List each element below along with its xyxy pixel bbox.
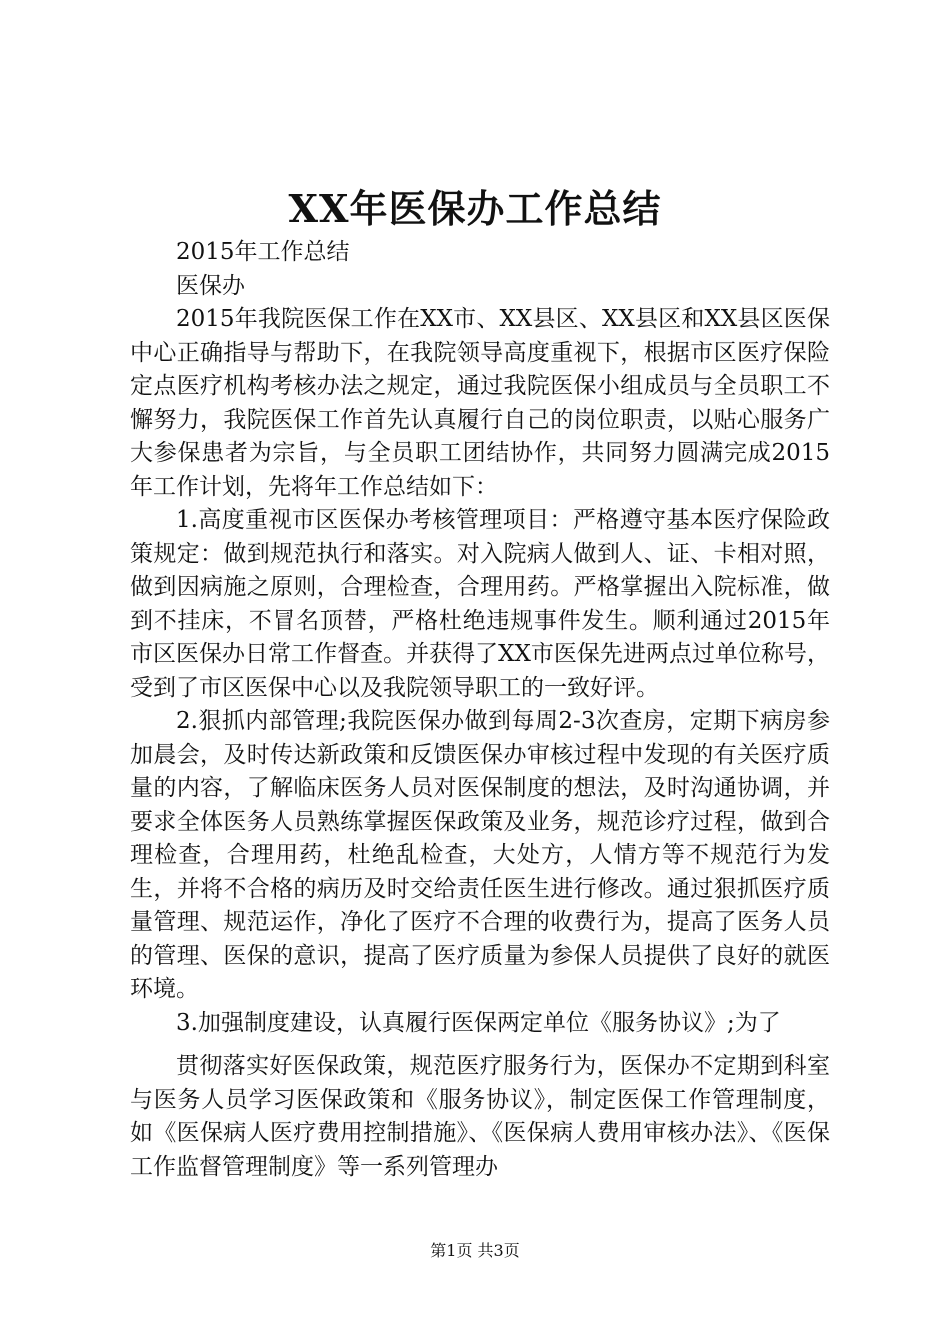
paragraph-item-1: 1.高度重视市区医保办考核管理项目：严格遵守基本医疗保险政策规定：做到规范执行和落实。对入院病人做到人、证、卡相对照，做到因病施之原则，合理检查，合理用药。严格掌握出入院标准，做到不挂床，不冒名顶替，严格杜绝违规事件发生。顺利通过2015年市区医保办日常工作督查。并获得了XX市医保先进两点过单位称号，受到了市区医保中心以及我院领导职工的一致好评。 xyxy=(130,507,830,701)
subtitle-year-summary: 2015年工作总结 xyxy=(176,239,350,265)
paragraph-item-2: 2.狠抓内部管理;我院医保办做到每周2-3次查房，定期下病房参加晨会，及时传达新政策和反馈医保办审核过程中发现的有关医疗质量的内容，了解临床医务人员对医保制度的想法，及时沟通协调，并要求全体医务人员熟练掌握医保政策及业务，规范诊疗过程，做到合理检查，合理用药，杜绝乱检查，大处方，人情方等不规范行为发生，并将不合格的病历及时交给责任医生进行修改。通过狠抓医疗质量管理、规范运作，净化了医疗不合理的收费行为，提高了医务人员的管理、医保的意识，提高了医疗质量为参保人员提供了良好的就医环境。 xyxy=(130,708,830,1002)
paragraph-item-3-continued: 贯彻落实好医保政策，规范医疗服务行为，医保办不定期到科室与医务人员学习医保政策和《服务协议》，制定医保工作管理制度，如《医保病人医疗费用控制措施》、《医保病人费用审核办法》、《医保工作监督管理制度》等一系列管理办 xyxy=(130,1053,830,1180)
page-number-footer: 第1页 共3页 xyxy=(430,1241,520,1260)
paragraph-intro: 2015年我院医保工作在XX市、XX县区、XX县区和XX县区医保中心正确指导与帮助下，在我院领导高度重视下，根据市区医疗保险定点医疗机构考核办法之规定，通过我院医保小组成员与全员职工不懈努力，我院医保工作首先认真履行自己的岗位职责，以贴心服务广大参保患者为宗旨，与全员职工团结协作，共同努力圆满完成2015年工作计划，先将年工作总结如下： xyxy=(130,306,830,500)
subtitle-department: 医保办 xyxy=(176,272,245,299)
document-body xyxy=(130,236,830,1184)
paragraph-item-3: 3.加强制度建设，认真履行医保两定单位《服务协议》;为了 xyxy=(176,1009,781,1036)
document-title: XX年医保办工作总结 xyxy=(288,186,662,231)
